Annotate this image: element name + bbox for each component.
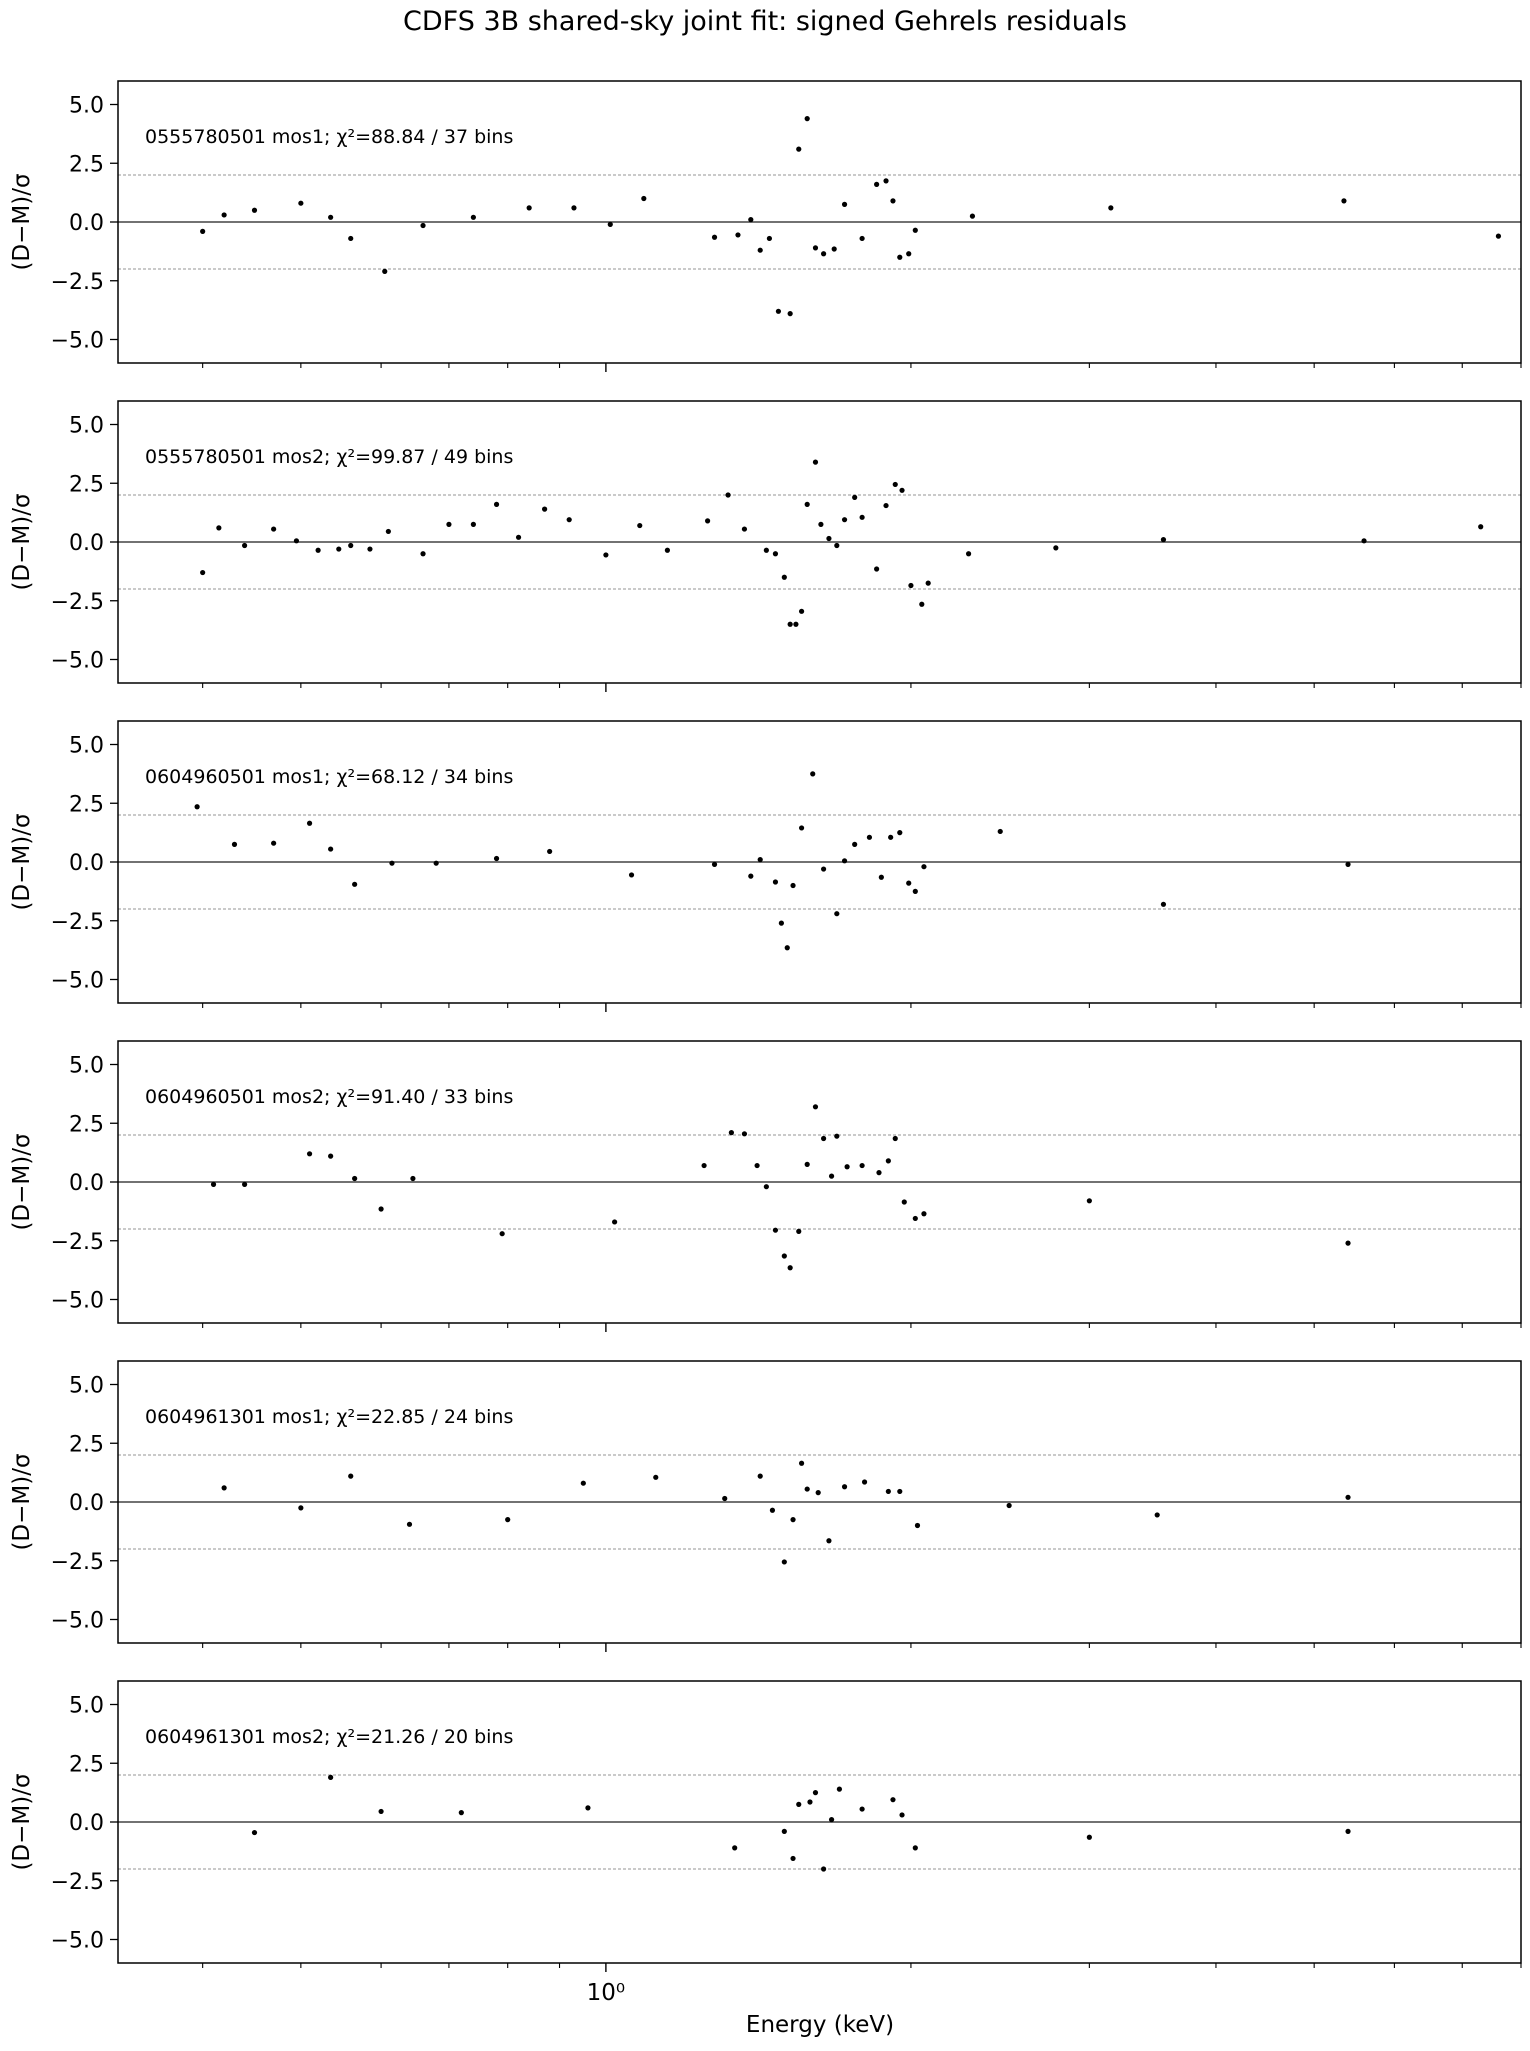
y-tick-label: 0.0 bbox=[69, 851, 104, 876]
y-tick-label: −5.0 bbox=[50, 1928, 104, 1954]
residual-point bbox=[211, 1182, 216, 1187]
residual-point bbox=[758, 1474, 763, 1479]
residual-point bbox=[328, 1154, 333, 1159]
residual-point bbox=[200, 570, 205, 575]
residual-point bbox=[790, 1856, 795, 1861]
residual-point bbox=[200, 229, 205, 234]
residual-panel-5 bbox=[9, 1361, 1521, 1652]
residual-point bbox=[816, 1490, 821, 1495]
residual-point bbox=[1341, 198, 1346, 203]
y-tick-label: −5.0 bbox=[50, 968, 104, 994]
residual-point bbox=[813, 460, 818, 465]
y-axis-label: (D−M)/σ bbox=[9, 493, 35, 591]
residual-point bbox=[494, 856, 499, 861]
y-tick-label: −5.0 bbox=[50, 1288, 104, 1314]
residual-point bbox=[382, 269, 387, 274]
residual-point bbox=[603, 552, 608, 557]
residual-point bbox=[701, 1163, 706, 1168]
residual-point bbox=[826, 536, 831, 541]
residual-point bbox=[893, 482, 898, 487]
residual-point bbox=[1108, 205, 1113, 210]
residual-point bbox=[1496, 234, 1501, 239]
y-tick-label: 5.0 bbox=[69, 1053, 104, 1079]
residual-point bbox=[796, 1802, 801, 1807]
y-tick-label: 5.0 bbox=[69, 1373, 104, 1399]
residual-point bbox=[826, 1538, 831, 1543]
residual-point bbox=[813, 1790, 818, 1795]
residual-point bbox=[913, 228, 918, 233]
y-tick-label: 0.0 bbox=[69, 531, 104, 556]
residual-point bbox=[886, 1158, 891, 1163]
x-tick-label: 10⁰ bbox=[586, 1980, 626, 2006]
residual-point bbox=[637, 523, 642, 528]
residual-point bbox=[888, 835, 893, 840]
residual-point bbox=[1007, 1503, 1012, 1508]
residual-point bbox=[821, 866, 826, 871]
residual-point bbox=[735, 232, 740, 237]
residual-point bbox=[773, 879, 778, 884]
residual-point bbox=[585, 1805, 590, 1810]
residual-point bbox=[748, 874, 753, 879]
y-tick-label: 0.0 bbox=[69, 211, 104, 236]
y-axis-label: (D−M)/σ bbox=[9, 1773, 35, 1871]
residual-point bbox=[796, 147, 801, 152]
residual-panel-2 bbox=[9, 401, 1521, 692]
residual-point bbox=[874, 566, 879, 571]
residual-point bbox=[919, 602, 924, 607]
residual-point bbox=[336, 546, 341, 551]
y-axis-label: (D−M)/σ bbox=[9, 1453, 35, 1551]
residual-point bbox=[913, 1845, 918, 1850]
residual-point bbox=[897, 1489, 902, 1494]
residual-point bbox=[712, 862, 717, 867]
residual-point bbox=[829, 1174, 834, 1179]
residual-point bbox=[742, 1131, 747, 1136]
residual-point bbox=[1345, 862, 1350, 867]
residual-point bbox=[725, 492, 730, 497]
residual-point bbox=[860, 1806, 865, 1811]
residual-point bbox=[860, 515, 865, 520]
residual-point bbox=[813, 1104, 818, 1109]
residual-point bbox=[378, 1809, 383, 1814]
residual-point bbox=[1345, 1495, 1350, 1500]
residual-point bbox=[860, 1163, 865, 1168]
residual-point bbox=[799, 825, 804, 830]
y-tick-label: 2.5 bbox=[69, 1432, 104, 1458]
y-tick-label: 0.0 bbox=[69, 1811, 104, 1836]
y-axis-label: (D−M)/σ bbox=[9, 1133, 35, 1231]
residual-point bbox=[883, 178, 888, 183]
residual-point bbox=[776, 309, 781, 314]
residual-point bbox=[764, 548, 769, 553]
residual-point bbox=[232, 842, 237, 847]
residual-point bbox=[921, 864, 926, 869]
residual-point bbox=[608, 222, 613, 227]
residual-point bbox=[612, 1219, 617, 1224]
residual-point bbox=[764, 1184, 769, 1189]
residual-point bbox=[860, 236, 865, 241]
residual-point bbox=[352, 1176, 357, 1181]
residual-point bbox=[788, 622, 793, 627]
residual-point bbox=[500, 1231, 505, 1236]
residual-point bbox=[722, 1496, 727, 1501]
residual-point bbox=[805, 1486, 810, 1491]
residual-point bbox=[252, 208, 257, 213]
residual-point bbox=[845, 1164, 850, 1169]
y-tick-label: −2.5 bbox=[50, 1549, 104, 1575]
residual-point bbox=[294, 538, 299, 543]
residual-panel-1 bbox=[9, 81, 1521, 372]
residual-point bbox=[793, 622, 798, 627]
residual-point bbox=[807, 1799, 812, 1804]
residual-point bbox=[821, 251, 826, 256]
residual-point bbox=[842, 202, 847, 207]
residual-point bbox=[906, 251, 911, 256]
residual-point bbox=[516, 535, 521, 540]
residual-point bbox=[782, 1559, 787, 1564]
residual-point bbox=[782, 575, 787, 580]
residual-point bbox=[567, 517, 572, 522]
residual-point bbox=[271, 841, 276, 846]
residual-point bbox=[1087, 1198, 1092, 1203]
residual-point bbox=[1361, 538, 1366, 543]
residual-point bbox=[389, 861, 394, 866]
residual-point bbox=[998, 829, 1003, 834]
residual-point bbox=[742, 526, 747, 531]
residual-point bbox=[271, 526, 276, 531]
residual-point bbox=[821, 1136, 826, 1141]
residual-point bbox=[908, 583, 913, 588]
residual-point bbox=[906, 881, 911, 886]
residual-point bbox=[897, 255, 902, 260]
residual-point bbox=[767, 236, 772, 241]
residual-point bbox=[665, 548, 670, 553]
panel-annotation: 0604961301 mos1; χ²=22.85 / 24 bins bbox=[145, 1406, 514, 1428]
residual-point bbox=[902, 1199, 907, 1204]
residual-panel-6 bbox=[9, 1681, 1521, 2006]
residual-point bbox=[970, 214, 975, 219]
residual-point bbox=[348, 1474, 353, 1479]
residual-point bbox=[328, 215, 333, 220]
residual-point bbox=[471, 215, 476, 220]
residual-point bbox=[571, 205, 576, 210]
residual-point bbox=[348, 236, 353, 241]
residual-point bbox=[542, 507, 547, 512]
residual-point bbox=[805, 502, 810, 507]
residual-point bbox=[527, 205, 532, 210]
y-tick-label: 0.0 bbox=[69, 1491, 104, 1516]
residual-point bbox=[773, 551, 778, 556]
residual-point bbox=[782, 1829, 787, 1834]
residual-point bbox=[581, 1481, 586, 1486]
residual-point bbox=[883, 503, 888, 508]
residual-point bbox=[897, 830, 902, 835]
residual-point bbox=[1087, 1835, 1092, 1840]
residual-point bbox=[505, 1517, 510, 1522]
panel-annotation: 0604960501 mos1; χ²=68.12 / 34 bins bbox=[145, 766, 514, 788]
y-tick-label: 2.5 bbox=[69, 1112, 104, 1138]
residual-point bbox=[328, 846, 333, 851]
residual-point bbox=[867, 835, 872, 840]
residual-point bbox=[459, 1810, 464, 1815]
residual-point bbox=[834, 911, 839, 916]
residual-point bbox=[1161, 902, 1166, 907]
residual-point bbox=[758, 248, 763, 253]
residual-point bbox=[770, 1508, 775, 1513]
panel-annotation: 0555780501 mos2; χ²=99.87 / 49 bins bbox=[145, 446, 514, 468]
residual-point bbox=[367, 546, 372, 551]
panel-annotation: 0604961301 mos2; χ²=21.26 / 20 bins bbox=[145, 1726, 514, 1748]
residual-point bbox=[547, 849, 552, 854]
residual-point bbox=[842, 517, 847, 522]
residual-point bbox=[926, 581, 931, 586]
residual-point bbox=[298, 1505, 303, 1510]
residual-point bbox=[420, 551, 425, 556]
residual-point bbox=[307, 1151, 312, 1156]
y-tick-label: 5.0 bbox=[69, 1693, 104, 1719]
residual-point bbox=[890, 1797, 895, 1802]
residual-point bbox=[813, 245, 818, 250]
figure-title: CDFS 3B shared-sky joint fit: signed Gehrels residuals bbox=[403, 6, 1127, 37]
residual-point bbox=[446, 522, 451, 527]
x-axis-label: Energy (keV) bbox=[745, 2012, 895, 2038]
residual-point bbox=[842, 1484, 847, 1489]
y-tick-label: 5.0 bbox=[69, 93, 104, 119]
residual-point bbox=[788, 1265, 793, 1270]
residual-point bbox=[966, 551, 971, 556]
residual-point bbox=[899, 1812, 904, 1817]
residual-point bbox=[886, 1489, 891, 1494]
residual-point bbox=[471, 522, 476, 527]
residual-point bbox=[821, 1866, 826, 1871]
residual-point bbox=[837, 1787, 842, 1792]
residual-point bbox=[252, 1830, 257, 1835]
residual-point bbox=[799, 1461, 804, 1466]
residual-point bbox=[494, 502, 499, 507]
residual-point bbox=[879, 875, 884, 880]
residual-point bbox=[805, 116, 810, 121]
residual-point bbox=[852, 495, 857, 500]
residual-point bbox=[653, 1475, 658, 1480]
residual-point bbox=[732, 1845, 737, 1850]
residual-point bbox=[386, 529, 391, 534]
residual-point bbox=[195, 804, 200, 809]
residual-point bbox=[829, 1817, 834, 1822]
residual-point bbox=[782, 1253, 787, 1258]
y-tick-label: 2.5 bbox=[69, 792, 104, 818]
residual-panel-3 bbox=[9, 721, 1521, 1012]
residual-point bbox=[758, 857, 763, 862]
y-tick-label: −5.0 bbox=[50, 1608, 104, 1634]
residual-point bbox=[222, 212, 227, 217]
y-tick-label: −2.5 bbox=[50, 909, 104, 935]
residual-point bbox=[805, 1162, 810, 1167]
residual-point bbox=[785, 945, 790, 950]
residual-point bbox=[1345, 1829, 1350, 1834]
residual-point bbox=[834, 543, 839, 548]
y-tick-label: 0.0 bbox=[69, 1171, 104, 1196]
panel-annotation: 0604960501 mos2; χ²=91.40 / 33 bins bbox=[145, 1086, 514, 1108]
y-tick-label: −2.5 bbox=[50, 269, 104, 295]
residual-point bbox=[852, 842, 857, 847]
residual-panel-4 bbox=[9, 1041, 1521, 1332]
residual-point bbox=[913, 889, 918, 894]
residual-point bbox=[328, 1775, 333, 1780]
y-tick-label: −2.5 bbox=[50, 1869, 104, 1895]
y-axis-label: (D−M)/σ bbox=[9, 813, 35, 911]
residual-point bbox=[298, 201, 303, 206]
residual-point bbox=[779, 921, 784, 926]
residual-point bbox=[832, 246, 837, 251]
residual-point bbox=[378, 1206, 383, 1211]
y-tick-label: 5.0 bbox=[69, 413, 104, 439]
residual-point bbox=[641, 196, 646, 201]
residual-point bbox=[842, 858, 847, 863]
residual-point bbox=[316, 548, 321, 553]
residual-point bbox=[788, 311, 793, 316]
y-tick-label: −2.5 bbox=[50, 1229, 104, 1255]
residual-point bbox=[1053, 545, 1058, 550]
residual-point bbox=[754, 1163, 759, 1168]
y-tick-label: 2.5 bbox=[69, 152, 104, 178]
y-tick-label: −5.0 bbox=[50, 648, 104, 674]
residual-point bbox=[796, 1229, 801, 1234]
residual-point bbox=[1161, 537, 1166, 542]
residual-point bbox=[890, 198, 895, 203]
residual-point bbox=[790, 1517, 795, 1522]
residual-point bbox=[810, 771, 815, 776]
panel-annotation: 0555780501 mos1; χ²=88.84 / 37 bins bbox=[145, 126, 514, 148]
residual-point bbox=[862, 1479, 867, 1484]
residual-point bbox=[407, 1522, 412, 1527]
residual-point bbox=[352, 882, 357, 887]
residual-point bbox=[222, 1485, 227, 1490]
residual-point bbox=[893, 1136, 898, 1141]
residual-point bbox=[705, 518, 710, 523]
residual-point bbox=[348, 543, 353, 548]
panels-group bbox=[9, 81, 1521, 2006]
y-tick-label: 2.5 bbox=[69, 1752, 104, 1778]
residual-point bbox=[818, 522, 823, 527]
residual-point bbox=[834, 1134, 839, 1139]
residual-point bbox=[913, 1216, 918, 1221]
y-tick-label: 5.0 bbox=[69, 733, 104, 759]
residual-point bbox=[1345, 1241, 1350, 1246]
residual-point bbox=[629, 872, 634, 877]
residual-point bbox=[915, 1523, 920, 1528]
y-tick-label: −5.0 bbox=[50, 328, 104, 354]
residual-point bbox=[790, 883, 795, 888]
residual-point bbox=[899, 488, 904, 493]
residual-point bbox=[1478, 524, 1483, 529]
residual-point bbox=[242, 543, 247, 548]
residual-point bbox=[712, 235, 717, 240]
residual-point bbox=[876, 1170, 881, 1175]
y-axis-label: (D−M)/σ bbox=[9, 173, 35, 271]
y-tick-label: 2.5 bbox=[69, 472, 104, 498]
residual-point bbox=[921, 1211, 926, 1216]
residual-point bbox=[748, 217, 753, 222]
residual-point bbox=[729, 1130, 734, 1135]
residual-point bbox=[799, 609, 804, 614]
residual-point bbox=[874, 182, 879, 187]
residual-point bbox=[420, 223, 425, 228]
residual-point bbox=[307, 821, 312, 826]
residual-point bbox=[773, 1228, 778, 1233]
residual-point bbox=[1155, 1512, 1160, 1517]
residual-point bbox=[242, 1182, 247, 1187]
residual-point bbox=[434, 861, 439, 866]
residual-point bbox=[410, 1176, 415, 1181]
y-tick-label: −2.5 bbox=[50, 589, 104, 615]
residual-point bbox=[216, 525, 221, 530]
